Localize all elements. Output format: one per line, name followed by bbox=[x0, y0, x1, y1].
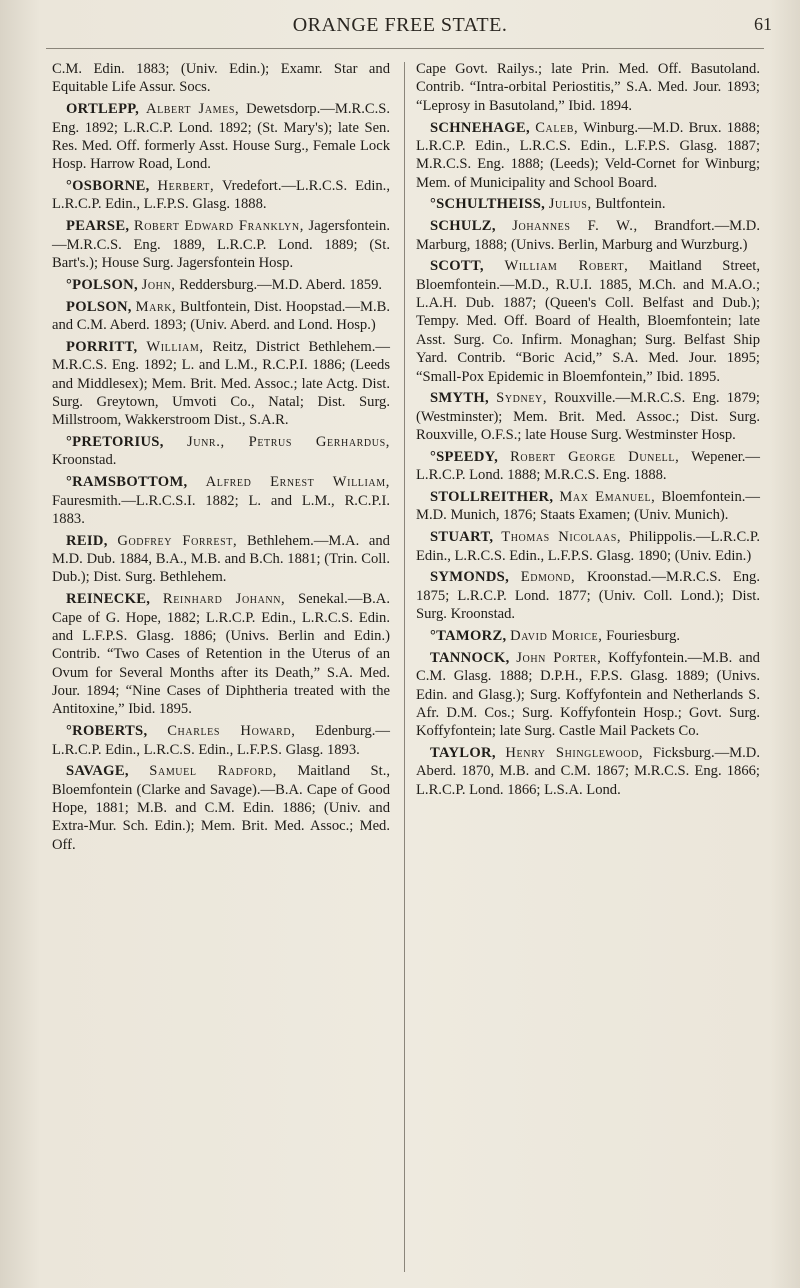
directory-entry bbox=[416, 627, 760, 645]
entry-given-names: William, bbox=[146, 338, 204, 355]
directory-entry bbox=[52, 722, 390, 759]
entry-surname: °SCHULTHEISS, bbox=[430, 196, 546, 213]
entry-details: Reddersburg.—M.D. Aberd. 1859. bbox=[179, 276, 383, 293]
entry-given-names: Herbert, bbox=[157, 178, 215, 195]
directory-entry bbox=[416, 488, 760, 525]
entry-surname: PEARSE, bbox=[66, 218, 130, 235]
entry-given-names: Thomas Nicolaas, bbox=[501, 529, 622, 546]
entry-given-names: Mark, bbox=[135, 298, 177, 315]
directory-entry bbox=[52, 60, 390, 97]
entry-surname: REID, bbox=[66, 532, 108, 549]
directory-entry bbox=[416, 257, 760, 385]
entry-details: Bultfontein, Dist. Hoopstad.—M.B. and C.M. Aberd. 1893; (Univ. Aberd. and Lond. Hosp.) bbox=[52, 298, 390, 333]
entry-details: Cape Govt. Railys.; late Prin. Med. Off. Basutoland. Contrib. “Intra-orbital Periostitis,” S.A. Med. Jour. 1893; “Leprosy in Basutoland,” Ibid. 1894. bbox=[416, 61, 760, 114]
entry-given-names: Robert George Dunell, bbox=[510, 448, 680, 465]
directory-entry bbox=[52, 433, 390, 470]
directory-entry bbox=[52, 338, 390, 430]
entry-surname: °ROBERTS, bbox=[66, 723, 148, 740]
entry-surname: SYMONDS, bbox=[430, 569, 510, 586]
entry-given-names: Caleb, bbox=[535, 119, 579, 136]
entry-details: Koffyfontein.—M.B. and C.M. Glasg. 1888; D.P.H., F.P.S. Glasg. 1889; (Univs. Edin. and Glasg.); Surg. Koffyfontein and Netherlands S. Afr. D.M. Cos.; Surg. Koffyfontein Hosp.; Govt. Surg. Koffyfontein; late Surg. Castle Mail Packets Co. bbox=[416, 649, 760, 740]
entry-surname: REINECKE, bbox=[66, 591, 151, 608]
entry-given-names: Godfrey Forrest, bbox=[117, 532, 238, 549]
entry-surname: SCOTT, bbox=[430, 258, 484, 275]
entry-surname: SAVAGE, bbox=[66, 763, 129, 780]
directory-entry bbox=[416, 119, 760, 192]
directory-entry bbox=[52, 217, 390, 272]
directory-entry bbox=[52, 473, 390, 528]
entry-details: Winburg.—M.D. Brux. 1888; L.R.C.P. Edin., L.R.C.S. Edin., L.F.P.S. Glasg. 1887; M.R.C.S. Eng. 1888; (Leeds); Veld-Cornet for Winburg; Mem. of Municipality and School Board. bbox=[416, 119, 760, 191]
directory-entry bbox=[416, 448, 760, 485]
left-column bbox=[52, 60, 390, 858]
entry-given-names: Sydney, bbox=[496, 390, 548, 407]
entry-surname: °OSBORNE, bbox=[66, 178, 150, 195]
directory-entry bbox=[416, 217, 760, 254]
entry-details: C.M. Edin. 1883; (Univ. Edin.); Examr. Star and Equitable Life Assur. Socs. bbox=[52, 61, 390, 96]
directory-entry bbox=[52, 532, 390, 587]
entry-details: Senekal.—B.A. Cape of G. Hope, 1882; L.R.C.P. Edin., L.R.C.S. Edin. and L.F.P.S. Glasg. 1886; (Univs. Berlin and Edin.) Contrib. “Two Cases of Retention in the Uterus of an Ovum for Several Months after its Death,” S.A. Med. Jour. 1894; “Nine Cases of Diphtheria treated with the Antitoxine,” Ibid. 1895. bbox=[52, 591, 390, 718]
entry-details: Kroonstad.—M.R.C.S. Eng. 1875; L.R.C.P. Lond. 1877; (Univ. Coll. Lond.); Dist. Surg. Kroonstad. bbox=[416, 569, 760, 623]
entry-surname: TANNOCK, bbox=[430, 649, 510, 666]
entry-given-names: Samuel Radford, bbox=[149, 763, 277, 780]
entry-surname: STUART, bbox=[430, 529, 494, 546]
entry-details: Fouriesburg. bbox=[606, 627, 681, 644]
entry-surname: °POLSON, bbox=[66, 276, 138, 293]
directory-entry bbox=[416, 568, 760, 623]
entry-surname: °SPEEDY, bbox=[430, 448, 499, 465]
entry-details: Fauresmith.—L.R.C.S.I. 1882; L. and L.M., R.C.P.I. 1883. bbox=[52, 492, 390, 527]
entry-given-names: Reinhard Johann, bbox=[162, 591, 286, 608]
directory-entry bbox=[52, 298, 390, 335]
entry-given-names: Robert Edward Franklyn, bbox=[133, 218, 304, 235]
entry-details: Philippolis.—L.R.C.P. Edin., L.R.C.S. Edin., L.F.P.S. Glasg. 1890; (Univ. Edin.) bbox=[416, 529, 760, 564]
entry-surname: SCHULZ, bbox=[430, 218, 496, 235]
entry-details: Reitz, District Bethlehem.—M.R.C.S. Eng. 1892; L. and L.M., R.C.P.I. 1886; (Leeds and Middlesex); Mem. Brit. Med. Assoc.; late Actg. Dist. Surg. Greytown, Umvoti Co., Natal; Dist. Surg. Millstroom, Wakkerstroom Dist., S.A.R. bbox=[52, 338, 390, 429]
entry-details: Bultfontein. bbox=[595, 196, 666, 213]
directory-entry bbox=[416, 60, 760, 115]
entry-given-names: David Morice, bbox=[510, 627, 603, 644]
entry-given-names: William Robert, bbox=[504, 258, 629, 275]
entry-given-names: John, bbox=[141, 276, 176, 293]
entry-surname: ORTLEPP, bbox=[66, 101, 140, 118]
entry-surname: °PRETORIUS, bbox=[66, 434, 164, 451]
directory-entry bbox=[52, 276, 390, 294]
entry-details: Wepener.—L.R.C.P. Lond. 1888; M.R.C.S. Eng. 1888. bbox=[416, 448, 760, 484]
page-number: 61 bbox=[754, 14, 772, 34]
entry-given-names: Edmond, bbox=[520, 569, 576, 586]
entry-surname: STOLLREITHER, bbox=[430, 489, 554, 506]
entry-details: Dewetsdorp.—M.R.C.S. Eng. 1892; L.R.C.P. Lond. 1892; (St. Mary's); late Sen. Res. Med. Off. formerly Asst. House Surg., Female Lock Hosp. Harrow Road, Lond. bbox=[52, 101, 390, 173]
entry-given-names: Johannes F. W., bbox=[512, 218, 638, 235]
directory-entry bbox=[52, 590, 390, 718]
entry-given-names: Junr., Petrus Gerhardus, bbox=[187, 434, 390, 451]
entry-given-names: Alfred Ernest William, bbox=[205, 474, 390, 491]
entry-surname: °TAMORZ, bbox=[430, 627, 507, 644]
page-title: ORANGE FREE STATE. bbox=[292, 14, 508, 36]
entry-details: Edenburg.—L.R.C.P. Edin., L.R.C.S. Edin., L.F.P.S. Glasg. 1893. bbox=[52, 723, 390, 758]
column-divider bbox=[404, 62, 405, 1272]
entry-details: Maitland St., Bloemfontein (Clarke and Savage).—B.A. Cape of Good Hope, 1881; M.B. and C.M. Edin. 1886; (Univ. and Extra-Mur. Sch. Edin.); Mem. Brit. Med. Assoc.; Med. Off. bbox=[52, 763, 391, 853]
entry-given-names: Julius, bbox=[548, 196, 592, 213]
entry-given-names: Charles Howard, bbox=[167, 723, 296, 740]
directory-entry bbox=[52, 762, 390, 854]
right-column bbox=[416, 60, 760, 803]
entry-surname: POLSON, bbox=[66, 298, 132, 315]
directory-entry bbox=[52, 100, 390, 173]
entry-given-names: John Porter, bbox=[516, 649, 602, 666]
entry-details: Brandfort.—M.D. Marburg, 1888; (Univs. Berlin, Marburg and Wurzburg.) bbox=[416, 218, 760, 253]
entry-surname: TAYLOR, bbox=[430, 745, 496, 762]
directory-entry bbox=[416, 195, 760, 213]
entry-given-names: Henry Shinglewood, bbox=[505, 745, 644, 762]
entry-details: Kroonstad. bbox=[52, 452, 117, 469]
entry-given-names: Albert James, bbox=[145, 101, 240, 118]
entry-details: Jagersfontein.—M.R.C.S. Eng. 1889, L.R.C.P. Lond. 1889; (St. Bart's.); House Surg. Jagersfontein Hosp. bbox=[52, 218, 390, 271]
entry-surname: SCHNEHAGE, bbox=[430, 119, 530, 136]
entry-given-names: Max Emanuel, bbox=[559, 489, 656, 506]
directory-entry bbox=[416, 744, 760, 799]
directory-entry bbox=[52, 177, 390, 214]
entry-details: Maitland Street, Bloemfontein.—M.D., R.U.I. 1885, M.Ch. and M.A.O.; L.A.H. Dub. 1887; (Queen's Coll. Belfast and Dub.); Tempy. Med. Off. Board of Health, Bloemfontein; late Asst. Surg. Co. Infirm. Monaghan; Surg. Belfast Ship Yard. Contrib. “Boric Acid,” S.A. Med. Jour. 1895; “Small-Pox Epidemic in Bloemfontein,” Ibid. 1895. bbox=[416, 258, 760, 385]
entry-surname: SMYTH, bbox=[430, 390, 489, 407]
entry-details: Vredefort.—L.R.C.S. Edin., L.R.C.P. Edin., L.F.P.S. Glasg. 1888. bbox=[52, 178, 390, 213]
directory-entry bbox=[416, 389, 760, 444]
entry-details: Bethlehem.—M.A. and M.D. Dub. 1884, B.A., M.B. and B.Ch. 1881; (Trin. Coll. Dub.); Dist. Surg. Bethlehem. bbox=[52, 532, 390, 586]
header-rule bbox=[46, 48, 764, 49]
entry-details: Bloemfontein.—M.D. Munich, 1876; Staats Examen; (Univ. Munich). bbox=[416, 489, 760, 524]
entry-details: Rouxville.—M.R.C.S. Eng. 1879; (Westminster); Mem. Brit. Med. Assoc.; Dist. Surg. Rouxville, O.F.S.; late House Surg. Westminster Hosp. bbox=[416, 390, 760, 444]
directory-entry bbox=[416, 649, 760, 741]
directory-entry bbox=[416, 528, 760, 565]
entry-surname: °RAMSBOTTOM, bbox=[66, 474, 188, 491]
entry-surname: PORRITT, bbox=[66, 338, 138, 355]
entry-details: Ficksburg.—M.D. Aberd. 1870, M.B. and C.M. 1867; M.R.C.S. Eng. 1866; L.R.C.P. Lond. 1866; L.S.A. Lond. bbox=[416, 745, 760, 798]
